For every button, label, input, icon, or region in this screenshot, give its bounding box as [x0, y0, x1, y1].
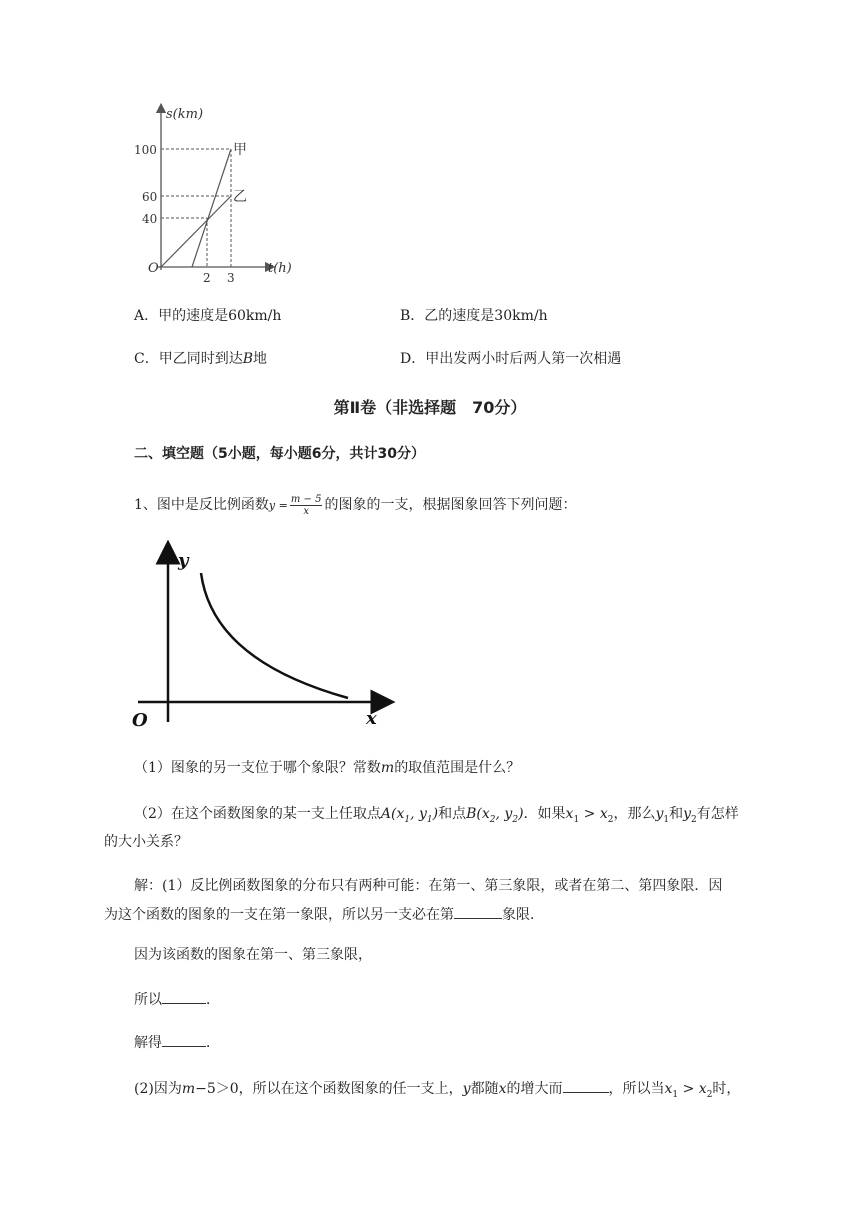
point-b-head: B(x: [466, 806, 490, 822]
point-b-mid: , y: [495, 806, 513, 822]
sol5-c: 都随: [470, 1081, 499, 1097]
y1: y: [655, 806, 664, 822]
option-a: A．甲的速度是60km/h: [134, 308, 282, 324]
q1-frac-num: m − 5: [290, 493, 322, 505]
point-a-head: A(x: [380, 806, 405, 822]
sub2-t2: 和点: [438, 806, 467, 822]
cmp-x2: x: [599, 806, 608, 822]
y-axis-label: y: [178, 550, 189, 571]
tick-100: 100: [134, 143, 157, 157]
subquestion-1: [134, 758, 520, 778]
subquestion-2-line1: [134, 804, 739, 830]
hyperbola-branch: [201, 573, 348, 698]
hyperbola-graph: [128, 540, 398, 730]
option-c: [134, 349, 267, 369]
sol5-x: x: [498, 1081, 507, 1097]
label-jia: 甲: [233, 142, 247, 158]
q1-frac-den: x: [303, 505, 309, 517]
solution-line4: [134, 989, 220, 1010]
q1-suffix: 的图象的一支，根据图象回答下列问题：: [324, 497, 577, 513]
q1-fraction: [290, 494, 323, 517]
cmp-op: >: [579, 806, 600, 822]
solution-line3: 因为该函数的图象在第一、第三象限，: [134, 947, 372, 963]
y1-sub: 1: [663, 814, 670, 825]
sol3-b: ．: [206, 992, 220, 1008]
option-c-prefix: C．甲乙同时到达: [134, 351, 243, 367]
y2: y: [683, 806, 692, 822]
sol5-x2-sub: 2: [706, 1089, 713, 1100]
sub2-t3: ．如果: [523, 806, 566, 822]
solution-line2: [104, 904, 544, 925]
sol1-line2-b: 象限．: [502, 907, 544, 923]
origin-label: O: [132, 710, 148, 730]
sol5-y: y: [462, 1081, 471, 1097]
sol5-m: m: [181, 1081, 196, 1097]
answer-blank-trend[interactable]: [563, 1078, 609, 1093]
section-subtitle: 二、填空题（5小题，每小题6分，共计30分）: [134, 446, 425, 462]
sol5-op: >: [678, 1081, 699, 1097]
point-a-end: ): [432, 806, 439, 822]
point-b: [466, 806, 524, 825]
tick-40: 40: [142, 212, 158, 226]
sol5-a: (2)因为: [134, 1081, 182, 1097]
option-c-suffix: 地: [253, 351, 268, 367]
point-b-end: ): [518, 806, 524, 822]
option-d: D．甲出发两小时后两人第一次相遇: [400, 351, 622, 367]
subquestion-2-line2: 的大小关系？: [104, 834, 188, 850]
sol3-a: 所以: [134, 992, 162, 1008]
option-c-point: B: [242, 351, 254, 367]
answer-blank-quadrant[interactable]: [454, 904, 502, 919]
sol5-f: 时，: [712, 1081, 741, 1097]
cmp-x1: x: [565, 806, 574, 822]
sol5-e: ，所以当: [608, 1081, 665, 1097]
q1-y-eq: y =: [268, 499, 288, 512]
sol1-line2-a: 为这个函数的图象的一支在第一象限，所以另一支必在第: [104, 907, 454, 923]
section-title: 第Ⅱ卷（非选择题 70分）: [333, 398, 527, 417]
point-a: [380, 806, 439, 825]
origin-label: O: [148, 261, 159, 276]
sol4-b: ．: [206, 1035, 220, 1051]
sub1-text1: （1）图象的另一支位于哪个象限？常数: [134, 760, 381, 776]
sub2-t4: ，那么: [613, 806, 656, 822]
answer-blank-range[interactable]: [162, 1032, 206, 1047]
sub2-t5: 和: [669, 806, 684, 822]
point-b-sub1: 2: [489, 814, 496, 825]
sub2-t6: 有怎样: [696, 806, 739, 822]
point-a-sub1: 1: [404, 814, 411, 825]
solution-line6: [134, 1078, 740, 1105]
point-a-mid: , y: [410, 806, 427, 822]
answer-blank-condition[interactable]: [162, 989, 206, 1004]
label-yi: 乙: [233, 189, 247, 205]
sub1-m: m: [380, 760, 395, 776]
sub2-t1: （2）在这个函数图象的某一支上任取点: [134, 806, 381, 822]
y2-sub: 2: [691, 814, 697, 825]
q1-prefix: 1、图中是反比例函数: [134, 497, 269, 513]
sol5-d: 的增大而: [506, 1081, 563, 1097]
sub1-text2: 的取值范围是什么？: [394, 760, 521, 776]
x-axis-label: x: [366, 708, 377, 729]
y-axis-label: s(km): [166, 107, 204, 122]
sol5-b: −5＞0，所以在这个函数图象的任一支上，: [195, 1081, 463, 1097]
line-jia: [192, 149, 231, 267]
point-a-sub2: 1: [426, 814, 433, 825]
tick-t3: 3: [227, 271, 235, 285]
tick-t2: 2: [203, 271, 211, 285]
sol5-x1-sub: 1: [672, 1089, 679, 1100]
sol5-x2: x: [698, 1081, 707, 1097]
sol4-a: 解得: [134, 1035, 162, 1051]
sol5-x1: x: [664, 1081, 673, 1097]
point-b-sub2: 2: [512, 814, 519, 825]
x-axis-label: t(h): [268, 261, 292, 276]
solution-line5: [134, 1032, 220, 1053]
distance-time-graph: [128, 100, 308, 285]
cmp-x2-sub: 2: [607, 814, 614, 825]
option-b: B．乙的速度是30km/h: [400, 308, 548, 324]
question-1: [134, 490, 576, 521]
cmp-x1-sub: 1: [573, 814, 580, 825]
tick-60: 60: [142, 190, 158, 204]
solution-line1: 解：(1）反比例函数图象的分布只有两种可能：在第一、第三象限，或者在第二、第四象限．因: [134, 878, 723, 894]
